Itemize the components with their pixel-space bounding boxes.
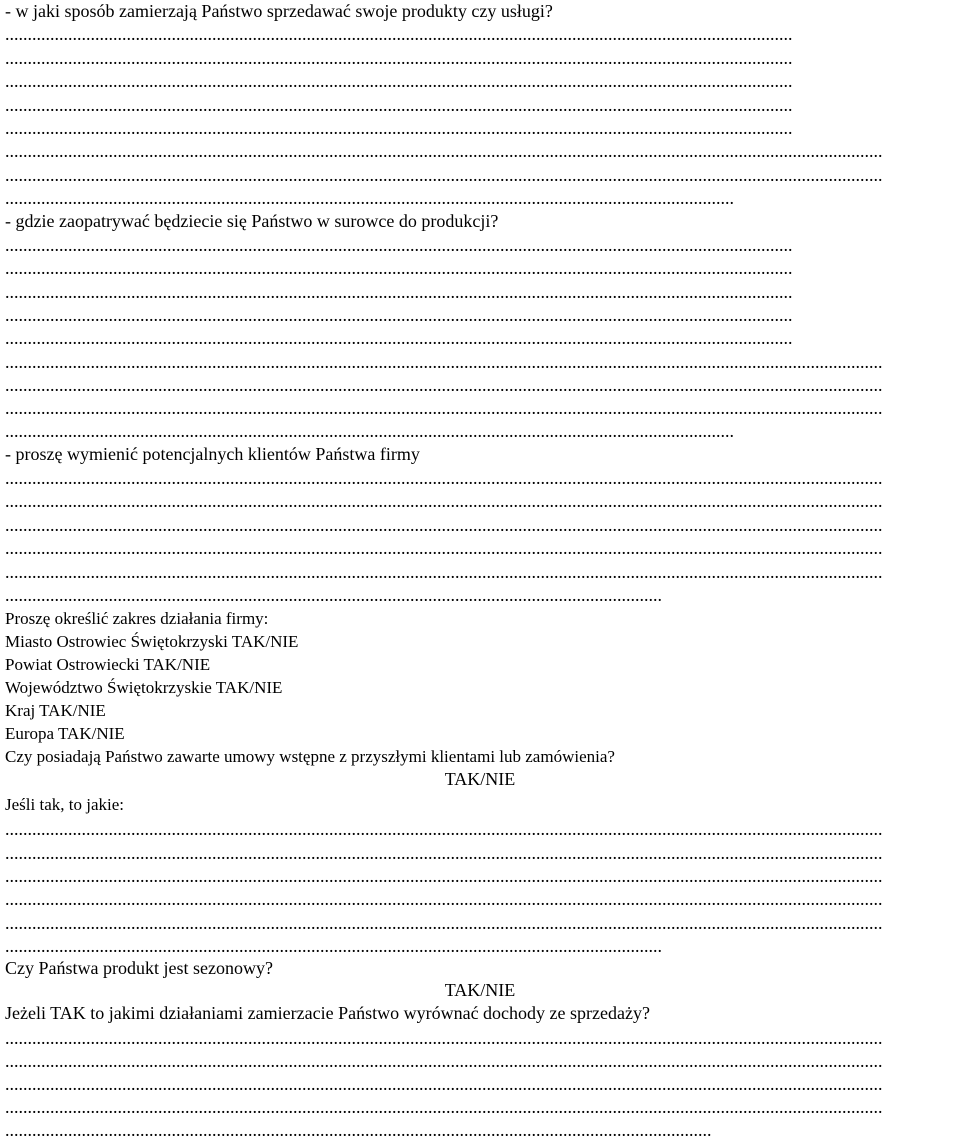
answer-line: ................................................................................................................................................................................................... — [5, 843, 883, 863]
form-text-line: Proszę określić zakres działania firmy: — [5, 609, 269, 628]
form-text-line: - gdzie zaopatrywać będziecie się Państwo w surowce do produkcji? — [5, 211, 499, 231]
form-text-line: Powiat Ostrowiecki TAK/NIE — [5, 655, 211, 674]
answer-line: ............................................................................................................................................................................... — [5, 282, 793, 302]
form-text-line: Kraj TAK/NIE — [5, 701, 106, 720]
form-text-line: Miasto Ostrowiec Świętokrzyski TAK/NIE — [5, 632, 299, 651]
answer-line: ................................................................................................................................................................................................... — [5, 866, 883, 886]
form-text-line: Jeżeli TAK to jakimi działaniami zamierzacie Państwo wyrównać dochody ze sprzedaży? — [5, 1003, 650, 1023]
answer-line: .................................................................................................................................................................. — [5, 421, 734, 441]
form-text-line: Europa TAK/NIE — [5, 724, 125, 743]
answer-line: .................................................................................................................................................. — [5, 585, 662, 605]
answer-line: ............................................................................................................................................................................... — [5, 305, 793, 325]
answer-line: ................................................................................................................................................................................................... — [5, 889, 883, 909]
answer-line: ................................................................................................................................................................................................... — [5, 375, 883, 395]
answer-line: ............................................................................................................................................................................... — [5, 95, 793, 115]
answer-line: ............................................................................................................................................................................... — [5, 118, 793, 138]
form-text-line: TAK/NIE — [444, 980, 516, 1000]
answer-line: .................................................................................................................................................................. — [5, 188, 734, 208]
answer-line: ............................................................................................................................................................................... — [5, 258, 793, 278]
answer-line: ............................................................................................................................................................................... — [5, 71, 793, 91]
form-text-line: Województwo Świętokrzyskie TAK/NIE — [5, 678, 283, 697]
answer-line: ............................................................................................................................................................................... — [5, 24, 793, 44]
answer-line: ................................................................................................................................................................................................... — [5, 819, 883, 839]
answer-line: ................................................................................................................................................................................................... — [5, 1074, 883, 1094]
answer-line: ................................................................................................................................................................................................... — [5, 141, 883, 161]
form-text-line: Czy posiadają Państwo zawarte umowy wstępne z przyszłymi klientami lub zamówienia? — [5, 747, 615, 766]
form-text-line: Czy Państwa produkt jest sezonowy? — [5, 958, 273, 978]
answer-line: ................................................................................................................................................................................................... — [5, 491, 883, 511]
answer-line: ................................................................................................................................................................................................... — [5, 468, 883, 488]
answer-line: ................................................................................................................................................................................................... — [5, 165, 883, 185]
answer-line: ................................................................................................................................................................................................... — [5, 913, 883, 933]
answer-line: ................................................................................................................................................................................................... — [5, 562, 883, 582]
form-text-line: Jeśli tak, to jakie: — [5, 795, 124, 814]
form-text-line: TAK/NIE — [444, 769, 516, 789]
answer-line: ............................................................................................................................................................................... — [5, 235, 793, 255]
answer-line: ................................................................................................................................................................................................... — [5, 398, 883, 418]
answer-line: ................................................................................................................................................................................................... — [5, 1051, 883, 1071]
answer-line: ................................................................................................................................................................................................... — [5, 515, 883, 535]
answer-line: .................................................................................................................................................. — [5, 936, 662, 956]
form-text-line: - proszę wymienić potencjalnych klientów Państwa firmy — [5, 444, 420, 464]
answer-line: ............................................................................................................................................................................... — [5, 48, 793, 68]
form-text-line: - w jaki sposób zamierzają Państwo sprzedawać swoje produkty czy usługi? — [5, 1, 553, 21]
answer-line: ............................................................................................................................................................................... — [5, 328, 793, 348]
answer-line: ............................................................................................................................................................. — [5, 1120, 712, 1140]
answer-line: ................................................................................................................................................................................................... — [5, 1028, 883, 1048]
answer-line: ................................................................................................................................................................................................... — [5, 352, 883, 372]
answer-line: ................................................................................................................................................................................................... — [5, 1097, 883, 1117]
answer-line: ................................................................................................................................................................................................... — [5, 538, 883, 558]
